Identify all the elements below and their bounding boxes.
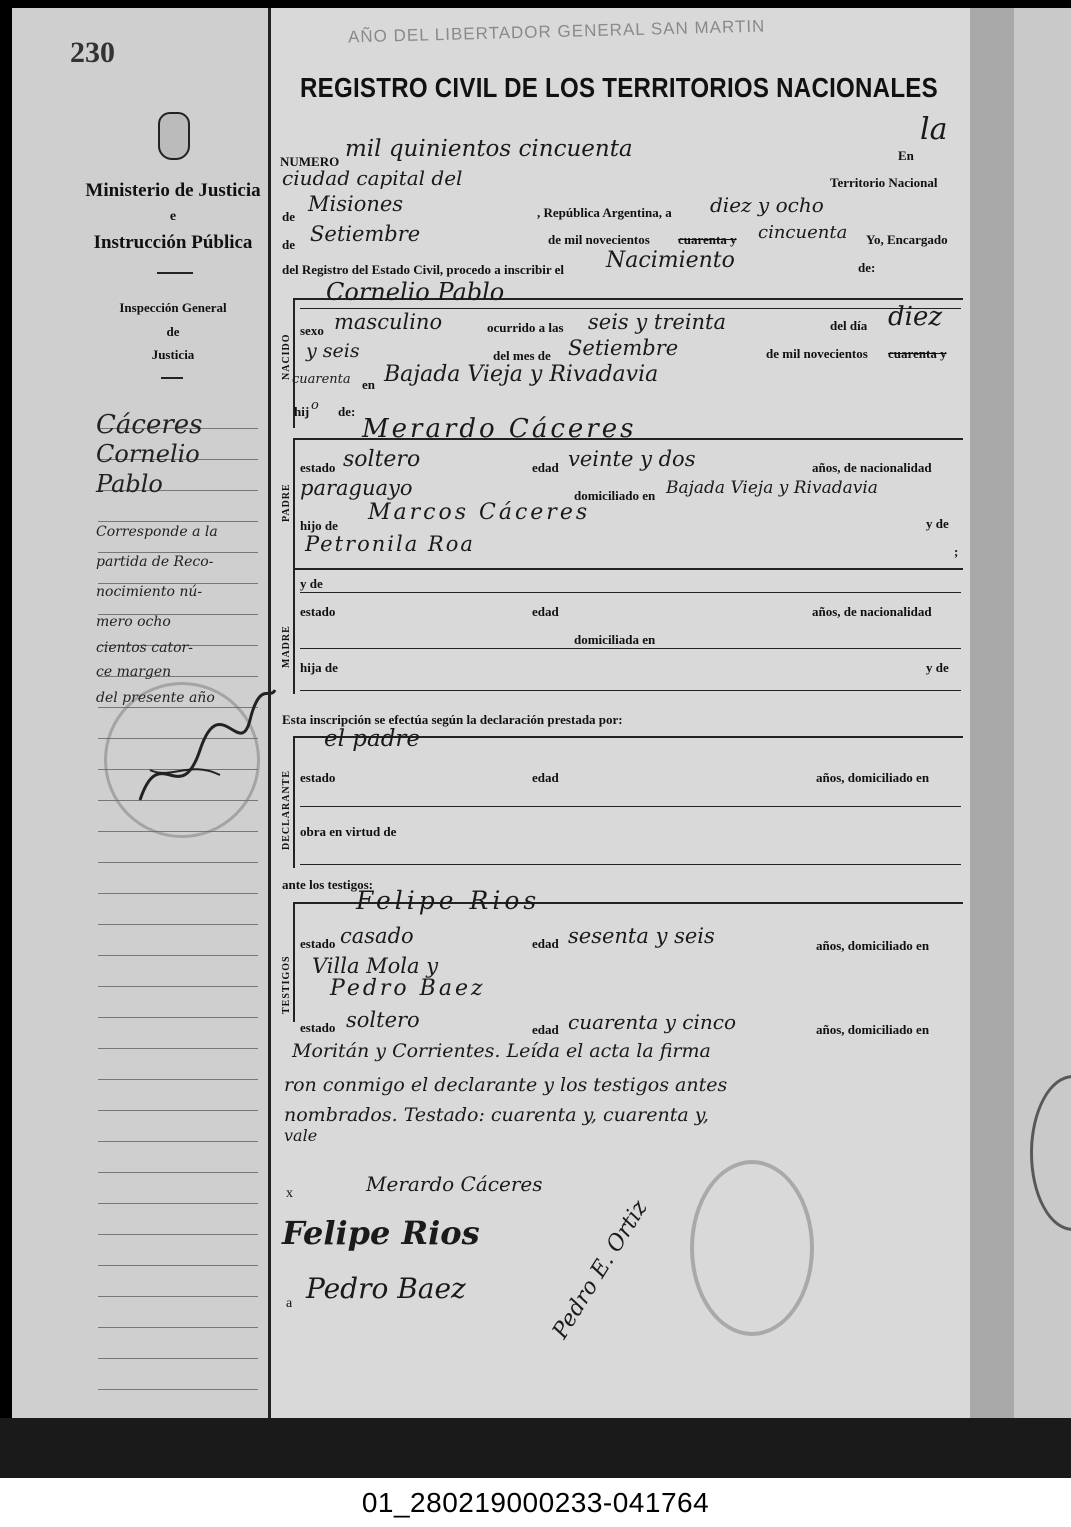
margin-note-line: ce margen: [96, 664, 172, 680]
hora-value: seis y treinta: [588, 310, 727, 334]
madre-bracket: [293, 568, 963, 694]
nacido-dia-value: diez: [888, 302, 943, 332]
de2-label: de: [282, 237, 295, 252]
margin-note-line: nocimiento nú-: [96, 584, 203, 600]
nacido-dia2-value: y seis: [306, 340, 360, 362]
lugar-value: Bajada Vieja y Rivadavia: [384, 362, 659, 387]
padre-padre-value: Marcos Cáceres: [368, 500, 591, 525]
declarante-tag: DECLARANTE: [281, 769, 292, 850]
inspection-line-2: de: [166, 324, 180, 339]
margin-first-name: Cornelio: [96, 440, 200, 468]
padre-estado-value: soltero: [343, 447, 421, 472]
rule: [300, 864, 961, 865]
dia-value: diez y ocho: [710, 193, 824, 217]
image-caption-bar: [0, 1478, 1071, 1527]
margin-note-line: mero ocho: [96, 614, 171, 630]
margin-second-name: Pablo: [96, 470, 163, 498]
testigo2-anios-label: años, domiciliado en: [816, 1022, 930, 1037]
acto-value: Nacimiento: [606, 248, 735, 273]
obra-label: obra en virtud de: [300, 824, 397, 839]
testigo1-domicilio: Villa Mola y: [312, 954, 439, 978]
de3-label: de:: [858, 260, 876, 275]
testigo2-name: Pedro Baez: [330, 976, 486, 1001]
padre-nacionalidad-value: paraguayo: [300, 476, 413, 500]
territorio-label: Territorio Nacional: [830, 175, 938, 190]
margin-note-line: cientos cator-: [96, 640, 193, 656]
testigo2-estado: soltero: [346, 1008, 420, 1032]
ciudad-value: ciudad capital del: [282, 166, 463, 190]
inscripcion-label: Esta inscripción se efectúa según la declaración prestada por:: [282, 712, 623, 727]
declarante-bracket: [293, 736, 963, 868]
padre-name: Merardo Cáceres: [362, 414, 637, 444]
binding-shadow: [0, 1418, 1071, 1478]
mil-label: de mil novecientos: [548, 232, 650, 247]
image-caption: 01_280219000233-041764: [361, 1486, 710, 1518]
testigo1-anios-label: años, domiciliado en: [816, 938, 930, 953]
coat-of-arms-icon: [158, 112, 190, 160]
anio-value: cincuenta: [758, 222, 848, 243]
madre-hija-label: hija de: [300, 660, 338, 675]
page-edge: [970, 8, 1014, 1418]
margin-signature-icon: [130, 680, 280, 820]
signature-2: Felipe Rios: [282, 1214, 480, 1252]
testigo2-edad-label: edad: [532, 1022, 559, 1037]
inspection-line-3: Justicia: [151, 347, 195, 362]
padre-anios-label: años, de nacionalidad: [812, 460, 932, 475]
nacido-mes-value: Setiembre: [568, 336, 679, 360]
closing-line-1: ron conmigo el declarante y los testigos antes: [284, 1074, 728, 1096]
ministry-line-2: Instrucción Pública: [93, 232, 253, 253]
madre-domicilio-label: domiciliada en: [574, 632, 656, 647]
signature-mark: x: [286, 1186, 293, 1201]
en-label: En: [898, 148, 914, 163]
territorio-value: Misiones: [308, 192, 404, 216]
republica-label: , República Argentina, a: [537, 205, 672, 220]
madre-y-de2-label: y de: [926, 660, 949, 675]
nacido-anio-struck: cuarenta y: [888, 346, 947, 361]
madre-tag: MADRE: [281, 625, 292, 668]
padre-estado-label: estado: [300, 460, 336, 475]
nacido-tag: NACIDO: [281, 333, 292, 380]
nacido-mil-label: de mil novecientos: [766, 346, 868, 361]
de-label: de: [282, 209, 295, 224]
testigo2-edad: cuarenta y cinco: [568, 1010, 736, 1034]
nacido-en-label: en: [362, 377, 375, 392]
year-stamp: AÑO DEL LIBERTADOR GENERAL SAN MARTIN: [347, 16, 766, 47]
madre-anios-label: años, de nacionalidad: [812, 604, 932, 619]
hijo-label: hij: [294, 404, 310, 419]
sexo-label: sexo: [300, 323, 324, 338]
padre-tag: PADRE: [281, 483, 292, 522]
madre-estado-label: estado: [300, 604, 336, 619]
en-value: la: [920, 112, 948, 147]
testigo1-edad-label: edad: [532, 936, 559, 951]
hijo-suffix: o: [311, 398, 319, 413]
margin-note-line: Corresponde a la: [96, 524, 218, 540]
ministry-line-1: Ministerio de Justicia: [85, 180, 261, 201]
numero-value: mil quinientos cincuenta: [345, 136, 633, 162]
margin-note-line: del presente año: [96, 690, 215, 706]
ocurrido-label: ocurrido a las: [487, 320, 564, 335]
yo-label: Yo, Encargado: [866, 232, 948, 247]
ruled-margin-lines: [98, 398, 258, 1403]
rule: [300, 308, 961, 309]
padre-hijo-label: hijo de: [300, 518, 338, 533]
madre-y-de-label: y de: [300, 576, 323, 591]
padre-domicilio-label: domiciliado en: [574, 488, 656, 503]
divider: [161, 377, 183, 379]
anio-struck: cuarenta y: [678, 232, 737, 247]
padre-end-mark: ;: [954, 544, 959, 559]
padre-madre-value: Petronila Roa: [305, 532, 475, 556]
document-title: REGISTRO CIVIL DE LOS TERRITORIOS NACIONALES: [300, 72, 938, 103]
signature-4: Pedro E. Ortiz: [548, 1196, 653, 1344]
rule: [300, 648, 961, 649]
signature-mark: a: [286, 1296, 293, 1311]
rule: [300, 806, 961, 807]
closing-line-2: nombrados. Testado: cuarenta y, cuarenta y,: [284, 1104, 709, 1126]
testigo1-estado: casado: [340, 924, 414, 948]
testigo1-estado-label: estado: [300, 936, 336, 951]
padre-domicilio-value: Bajada Vieja y Rivadavia: [666, 478, 878, 498]
testigo2-estado-label: estado: [300, 1020, 336, 1035]
testigos-tag: TESTIGOS: [281, 955, 292, 1014]
nacido-name: Cornelio Pablo: [326, 278, 505, 306]
declarante-estado-label: estado: [300, 770, 336, 785]
official-seal: [690, 1160, 814, 1336]
madre-edad-label: edad: [532, 604, 559, 619]
padre-edad-value: veinte y dos: [568, 447, 696, 471]
padre-y-de-label: y de: [926, 516, 949, 531]
testigos-label: ante los testigos:: [282, 877, 373, 892]
nacido-mes-label: del mes de: [493, 348, 551, 363]
inspection-line-1: Inspección General: [119, 300, 227, 315]
declarante-name: el padre: [324, 726, 421, 752]
declarante-anios-label: años, domiciliado en: [816, 770, 930, 785]
page-number: 230: [70, 36, 115, 69]
margin-surname: Cáceres: [96, 410, 203, 440]
numero-label: NUMERO: [280, 154, 340, 169]
mes-value: Setiembre: [310, 222, 421, 246]
closing-line-3: vale: [284, 1126, 318, 1145]
rule: [300, 592, 961, 593]
testigo2-domicilio: Moritán y Corrientes. Leída el acta la firma: [292, 1040, 711, 1062]
padre-edad-label: edad: [532, 460, 559, 475]
registro-label: del Registro del Estado Civil, procedo a inscribir el: [282, 262, 565, 277]
nacido-anio-value: cuarenta: [292, 372, 351, 387]
hijo-de-label: de:: [338, 404, 356, 419]
declarante-edad-label: edad: [532, 770, 559, 785]
signature-3: Pedro Baez: [306, 1272, 466, 1305]
del-dia-label: del día: [830, 318, 868, 333]
ministry-and: e: [169, 209, 177, 224]
rule: [300, 690, 961, 691]
divider: [157, 272, 193, 274]
margin-note-line: partida de Reco-: [96, 554, 214, 570]
testigo1-edad: sesenta y seis: [568, 924, 715, 948]
sexo-value: masculino: [334, 310, 443, 334]
signature-1: Merardo Cáceres: [366, 1172, 543, 1196]
testigo1-name: Felipe Rios: [356, 886, 541, 915]
